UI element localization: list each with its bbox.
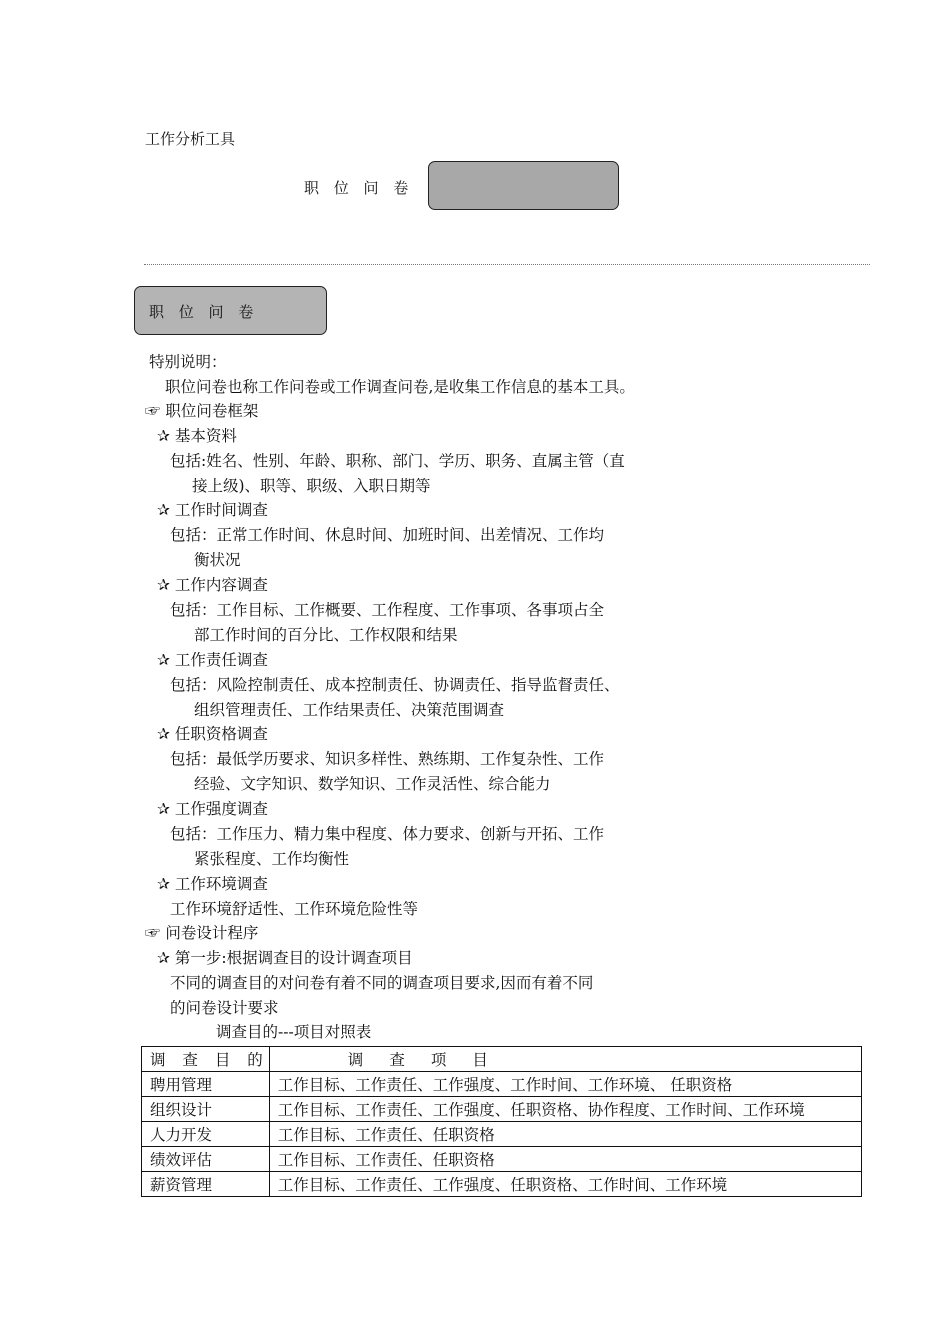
framework-item-line: 接上级)、职等、职级、入职日期等	[192, 477, 431, 495]
framework-item-line: 包括：最低学历要求、知识多样性、熟练期、工作复杂性、工作	[170, 750, 605, 768]
framework-item-line: 组织管理责任、工作结果责任、决策范围调查	[194, 701, 505, 719]
header-char: 目	[472, 1051, 488, 1069]
procedure-text: 的问卷设计要求	[170, 999, 279, 1017]
table-cell-purpose: 薪资管理	[142, 1172, 270, 1197]
procedure-text: 不同的调查目的对问卷有着不同的调查项目要求,因而有着不同	[170, 974, 594, 992]
framework-item-title: ✰ 工作责任调查	[157, 651, 268, 669]
document-title: 工作分析工具	[145, 130, 236, 148]
intro-heading: 特别说明：	[149, 353, 227, 371]
framework-item-title: ✰ 工作环境调查	[157, 875, 268, 893]
table-cell-items: 工作目标、工作责任、工作强度、工作时间、工作环境、 任职资格	[269, 1072, 861, 1097]
framework-item-title: ✰ 任职资格调查	[157, 725, 268, 743]
framework-item-title: ✰ 工作强度调查	[157, 800, 268, 818]
procedure-step: ✰ 第一步:根据调查目的设计调查项目	[157, 949, 413, 967]
table-row	[142, 1172, 862, 1197]
section-title: 职 位 问 卷	[149, 303, 259, 321]
framework-item-line: 工作环境舒适性、工作环境危险性等	[170, 900, 419, 918]
framework-item-line: 经验、文字知识、数学知识、工作灵活性、综合能力	[194, 775, 551, 793]
table-row	[142, 1122, 862, 1147]
header-char: 项	[430, 1051, 447, 1069]
framework-item-title: ✰ 基本资料	[157, 427, 237, 445]
purpose-item-table	[141, 1046, 862, 1197]
table-cell-purpose: 聘用管理	[142, 1072, 270, 1097]
framework-item-line: 部工作时间的百分比、工作权限和结果	[194, 626, 458, 644]
table-cell-items: 工作目标、工作责任、工作强度、任职资格、工作时间、工作环境	[269, 1172, 861, 1197]
framework-item-line: 包括：工作目标、工作概要、工作程度、工作事项、各事项占全	[170, 601, 605, 619]
table-row	[142, 1072, 862, 1097]
table-cell-purpose: 绩效评估	[142, 1147, 270, 1172]
header-gray-box	[428, 161, 619, 210]
framework-item-line: 包括：风险控制责任、成本控制责任、协调责任、指导监督责任、	[170, 676, 620, 694]
intro-text: 职位问卷也称工作问卷或工作调查问卷,是收集工作信息的基本工具。	[165, 378, 635, 396]
framework-item-line: 包括:姓名、性别、年龄、职称、部门、学历、职务、直属主管（直	[170, 452, 625, 470]
table-cell-items: 工作目标、工作责任、任职资格	[269, 1147, 861, 1172]
framework-heading: ☞ 职位问卷框架	[145, 402, 259, 420]
framework-item-line: 紧张程度、工作均衡性	[194, 850, 350, 868]
table-cell-purpose: 人力开发	[142, 1122, 270, 1147]
framework-item-title: ✰ 工作内容调查	[157, 576, 268, 594]
table-cell-items: 工作目标、工作责任、任职资格	[269, 1122, 861, 1147]
framework-item-line: 包括：工作压力、精力集中程度、体力要求、创新与开拓、工作	[170, 825, 605, 843]
header-label: 职 位 问 卷	[304, 179, 414, 197]
header-char: 查	[389, 1051, 405, 1069]
table-row	[142, 1097, 862, 1122]
dotted-divider	[144, 264, 870, 265]
table-cell-purpose: 组织设计	[142, 1097, 270, 1122]
section-title-box	[134, 286, 327, 335]
table-header-row	[142, 1047, 862, 1072]
framework-item-line: 包括：正常工作时间、休息时间、加班时间、出差情况、工作均	[170, 526, 605, 544]
table-header-cell: 调 查 目 的	[142, 1047, 270, 1072]
framework-item-title: ✰ 工作时间调查	[157, 501, 268, 519]
framework-item-line: 衡状况	[194, 551, 241, 569]
table-header-cell	[269, 1047, 861, 1072]
procedure-heading: ☞ 问卷设计程序	[145, 924, 259, 942]
header-char: 调	[347, 1051, 364, 1069]
table-caption: 调查目的---项目对照表	[216, 1023, 372, 1041]
table-row	[142, 1147, 862, 1172]
table-cell-items: 工作目标、工作责任、工作强度、任职资格、协作程度、工作时间、工作环境	[269, 1097, 861, 1122]
